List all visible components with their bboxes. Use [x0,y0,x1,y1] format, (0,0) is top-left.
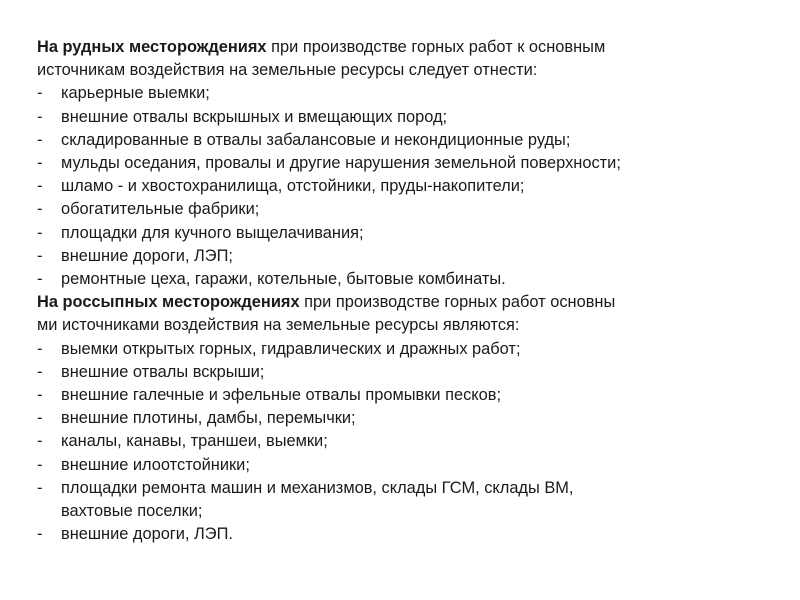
list-item-text: внешние плотины, дамбы, перемычки; [61,409,356,428]
bullet-dash: - [37,84,43,103]
list-item-text: мульды оседания, провалы и другие нарушения земельной поверхности; [61,154,621,173]
list-item-text: ремонтные цеха, гаражи, котельные, бытовые комбинаты. [61,270,506,289]
list-item [37,430,777,453]
list-item-text: внешние отвалы вскрышных и вмещающих пород; [61,107,448,126]
list-item [37,106,777,129]
list-item-text: выемки открытых горных, гидравлических и дражных работ; [61,339,521,358]
section2-intro-line2: ми источниками воздействия на земельные ресурсы являются: [37,316,520,335]
bullet-dash: - [37,386,43,405]
section1-intro-line1: при производстве горных работ к основным [266,38,606,56]
list-item [37,245,777,268]
bullet-dash: - [37,409,43,428]
section2-title: На россыпных месторождениях [37,293,300,312]
list-item [37,129,777,152]
list-item-text: внешние дороги, ЛЭП; [61,246,233,265]
list-item [37,152,777,175]
list-item-text: обогатительные фабрики; [61,200,260,219]
list-item [37,384,777,407]
list-item [37,222,777,245]
list-item [37,407,777,430]
bullet-dash: - [37,525,43,544]
bullet-dash: - [37,270,43,289]
list-item [37,175,777,198]
bullet-dash: - [37,130,43,149]
section2-list [37,338,777,547]
list-item-text: шламо - и хвостохранилища, отстойники, пруды-накопители; [61,177,525,196]
list-item [37,523,777,546]
list-item [37,454,777,477]
bullet-dash: - [37,177,43,196]
list-item-text: внешние отвалы вскрыши; [61,362,265,381]
bullet-dash: - [37,200,43,219]
list-item-text: каналы, канавы, траншеи, выемки; [61,432,328,451]
list-item-text-continued: вахтовые поселки; [61,502,203,521]
bullet-dash: - [37,339,43,358]
list-item-text: карьерные выемки; [61,84,210,103]
list-item [37,477,777,523]
bullet-dash: - [37,478,43,497]
bullet-dash: - [37,223,43,242]
section1-list [37,82,777,291]
bullet-dash: - [37,455,43,474]
bullet-dash: - [37,154,43,173]
list-item-text: площадки для кучного выщелачивания; [61,223,364,242]
section2-intro [37,291,777,314]
list-item-text: внешние илоотстойники; [61,455,250,474]
list-item [37,361,777,384]
list-item [37,268,777,291]
list-item-text: складированные в отвалы забалансовые и некондиционные руды; [61,130,571,149]
list-item [37,338,777,361]
document-page [37,36,777,546]
list-item [37,82,777,105]
list-item [37,198,777,221]
list-item-text: площадки ремонта машин и механизмов, склады ГСМ, склады ВМ, [61,478,574,497]
bullet-dash: - [37,432,43,451]
list-item-text: внешние дороги, ЛЭП. [61,525,233,544]
section1-intro [37,36,777,59]
section1-intro-line2: источникам воздействия на земельные ресурсы следует отнести: [37,61,538,80]
section2-intro-line1: при производстве горных работ основны [299,293,616,312]
bullet-dash: - [37,362,43,381]
bullet-dash: - [37,246,43,265]
bullet-dash: - [37,107,43,126]
section1-title: На рудных месторождениях [37,38,267,56]
list-item-text: внешние галечные и эфельные отвалы промывки песков; [61,386,502,405]
